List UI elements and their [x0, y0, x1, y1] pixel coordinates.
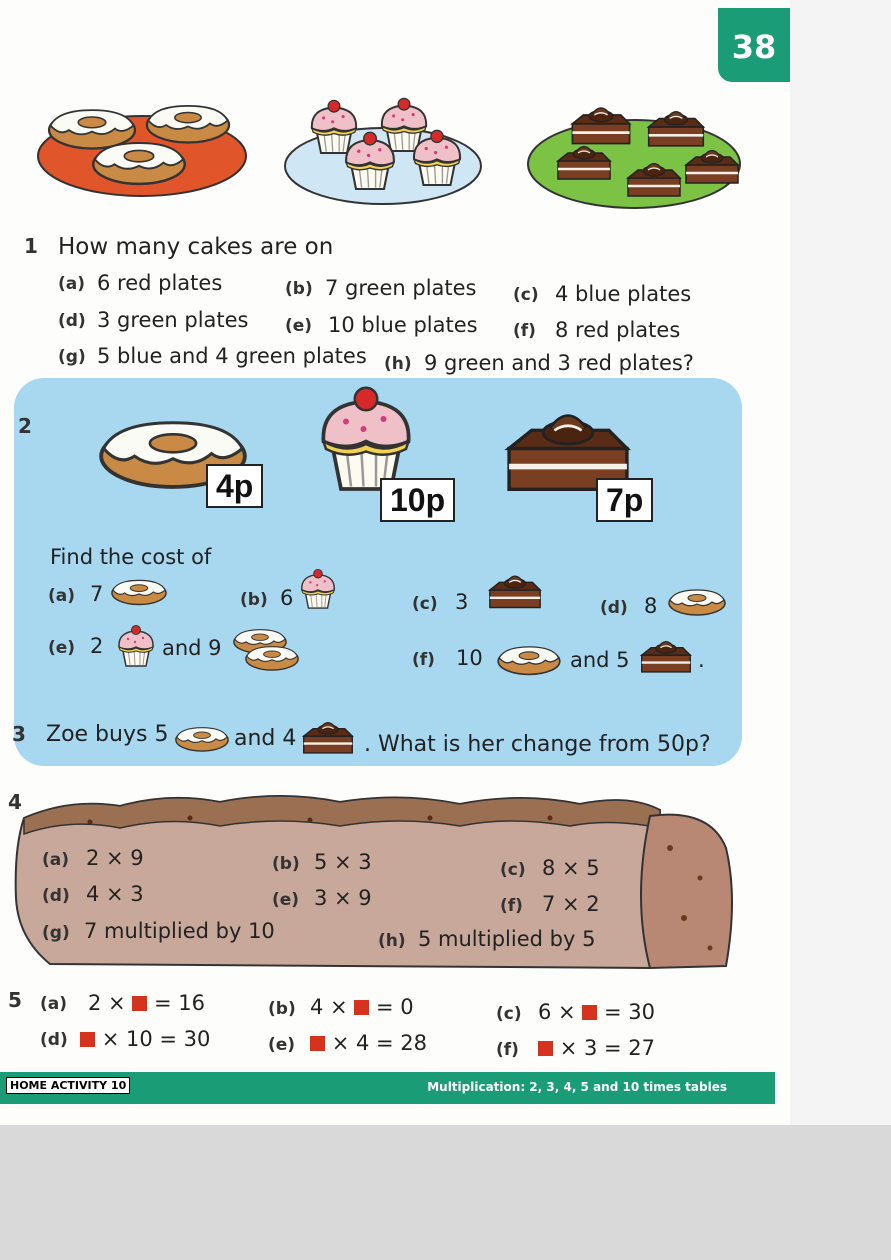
q4-text: 2 × 9	[86, 846, 144, 870]
blue-plate-cupcakes-illustration	[282, 94, 484, 208]
q5-equation	[538, 1002, 655, 1023]
question-5-number: 5	[8, 988, 22, 1012]
q5-pre: 6 ×	[538, 1000, 576, 1024]
q1-label: (e)	[285, 316, 313, 336]
missing-number-box	[538, 1041, 553, 1056]
missing-number-box	[80, 1032, 95, 1047]
q4-text: 8 × 5	[542, 856, 600, 880]
footer-bar	[0, 1072, 775, 1104]
question-1-prompt: How many cakes are on	[58, 234, 334, 260]
q4-text: 7 multiplied by 10	[84, 919, 275, 943]
q1-text: 9 green and 3 red plates?	[424, 351, 694, 375]
q4-label: (c)	[500, 860, 526, 880]
q4-label: (h)	[378, 931, 406, 951]
scan-background-right	[790, 0, 891, 1125]
q2-label: (b)	[240, 590, 268, 610]
question-3-text-1: Zoe buys 5	[46, 722, 169, 747]
q5-label: (b)	[268, 999, 296, 1019]
page-number-tab	[718, 8, 790, 82]
question-2-prompt: Find the cost of	[50, 545, 212, 569]
q4-label: (d)	[42, 886, 70, 906]
question-3-text-2: and 4	[234, 726, 297, 751]
q1-label: (h)	[384, 354, 412, 374]
question-1-number: 1	[24, 234, 38, 258]
q1-label: (f)	[513, 321, 536, 341]
q2-label: (c)	[412, 594, 438, 614]
brownie-price-tag: 7p	[596, 478, 653, 522]
q2-count: 6	[280, 586, 294, 610]
question-3-number: 3	[12, 722, 26, 746]
donut-icon	[110, 576, 168, 606]
q5-post: = 30	[604, 1000, 656, 1024]
q2-and-text: and 9	[162, 636, 222, 660]
question-2-number: 2	[18, 414, 32, 438]
q5-post: × 10 = 30	[101, 1027, 211, 1051]
scan-background-bottom	[0, 1125, 891, 1260]
missing-number-box	[582, 1005, 597, 1020]
q2-label: (e)	[48, 638, 76, 658]
q4-text: 7 × 2	[542, 892, 600, 916]
cupcake-icon	[116, 624, 156, 668]
q2-label: (a)	[48, 586, 76, 606]
q1-label: (a)	[58, 274, 86, 294]
q1-text: 7 green plates	[325, 276, 477, 300]
q5-equation	[80, 1029, 210, 1050]
brownie-icon	[486, 572, 544, 612]
page-number: 38	[731, 28, 777, 66]
q2-count: 2	[90, 634, 104, 658]
q4-text: 4 × 3	[86, 882, 144, 906]
q5-label: (f)	[496, 1040, 519, 1060]
q2-count: 7	[90, 582, 104, 606]
q5-label: (d)	[40, 1030, 68, 1050]
q1-label: (c)	[513, 285, 539, 305]
two-donuts-icon	[232, 626, 302, 674]
topic-label: Multiplication: 2, 3, 4, 5 and 10 times tables	[427, 1080, 727, 1094]
q5-pre: 4 ×	[310, 995, 348, 1019]
question-4-number: 4	[8, 790, 22, 814]
q2-count: 8	[644, 594, 658, 618]
q2-count: 3	[455, 590, 469, 614]
brownie-icon	[638, 636, 694, 678]
q1-text: 8 red plates	[555, 318, 681, 342]
q2-end-punctuation: .	[698, 648, 705, 672]
q5-post: × 3 = 27	[559, 1036, 655, 1060]
q1-text: 6 red plates	[97, 271, 223, 295]
question-3-text-3: . What is her change from 50p?	[364, 732, 711, 757]
q2-and-text: and 5	[570, 648, 630, 672]
q2-label: (d)	[600, 598, 628, 618]
cupcake-icon	[298, 568, 338, 610]
q4-text: 5 multiplied by 5	[418, 927, 596, 951]
cupcake-price-tag: 10p	[380, 478, 455, 522]
donut-icon	[172, 724, 232, 752]
q5-post: = 0	[376, 995, 414, 1019]
q5-label: (a)	[40, 994, 68, 1014]
missing-number-box	[354, 1000, 369, 1015]
q2-count: 10	[456, 646, 483, 670]
q1-label: (g)	[58, 347, 86, 367]
donut-price-tag: 4p	[206, 464, 263, 508]
q4-label: (b)	[272, 854, 300, 874]
missing-number-box	[132, 996, 147, 1011]
q4-text: 3 × 9	[314, 886, 372, 910]
q4-label: (g)	[42, 923, 70, 943]
q5-equation	[88, 993, 205, 1014]
donut-icon	[666, 586, 728, 616]
q1-text: 10 blue plates	[328, 313, 478, 337]
q5-post: × 4 = 28	[331, 1031, 427, 1055]
green-plate-brownies-illustration	[524, 98, 746, 210]
q4-text: 5 × 3	[314, 850, 372, 874]
q5-equation	[538, 1038, 655, 1059]
q5-equation	[310, 1033, 427, 1054]
home-activity-label: HOME ACTIVITY 10	[6, 1077, 130, 1094]
q5-label: (c)	[496, 1004, 522, 1024]
q4-label: (f)	[500, 896, 523, 916]
q1-text: 3 green plates	[97, 308, 249, 332]
q1-text: 5 blue and 4 green plates	[97, 344, 367, 368]
q5-pre: 2 ×	[88, 991, 126, 1015]
q4-label: (a)	[42, 850, 70, 870]
q1-text: 4 blue plates	[555, 282, 692, 306]
brownie-icon	[300, 716, 356, 760]
q1-label: (d)	[58, 311, 86, 331]
donut-icon	[496, 642, 562, 676]
red-plate-donuts-illustration	[36, 96, 252, 200]
q4-label: (e)	[272, 890, 300, 910]
q5-post: = 16	[154, 991, 206, 1015]
q1-label: (b)	[285, 279, 313, 299]
q5-label: (e)	[268, 1035, 296, 1055]
q2-label: (f)	[412, 650, 435, 670]
q5-equation	[310, 997, 414, 1018]
missing-number-box	[310, 1036, 325, 1051]
